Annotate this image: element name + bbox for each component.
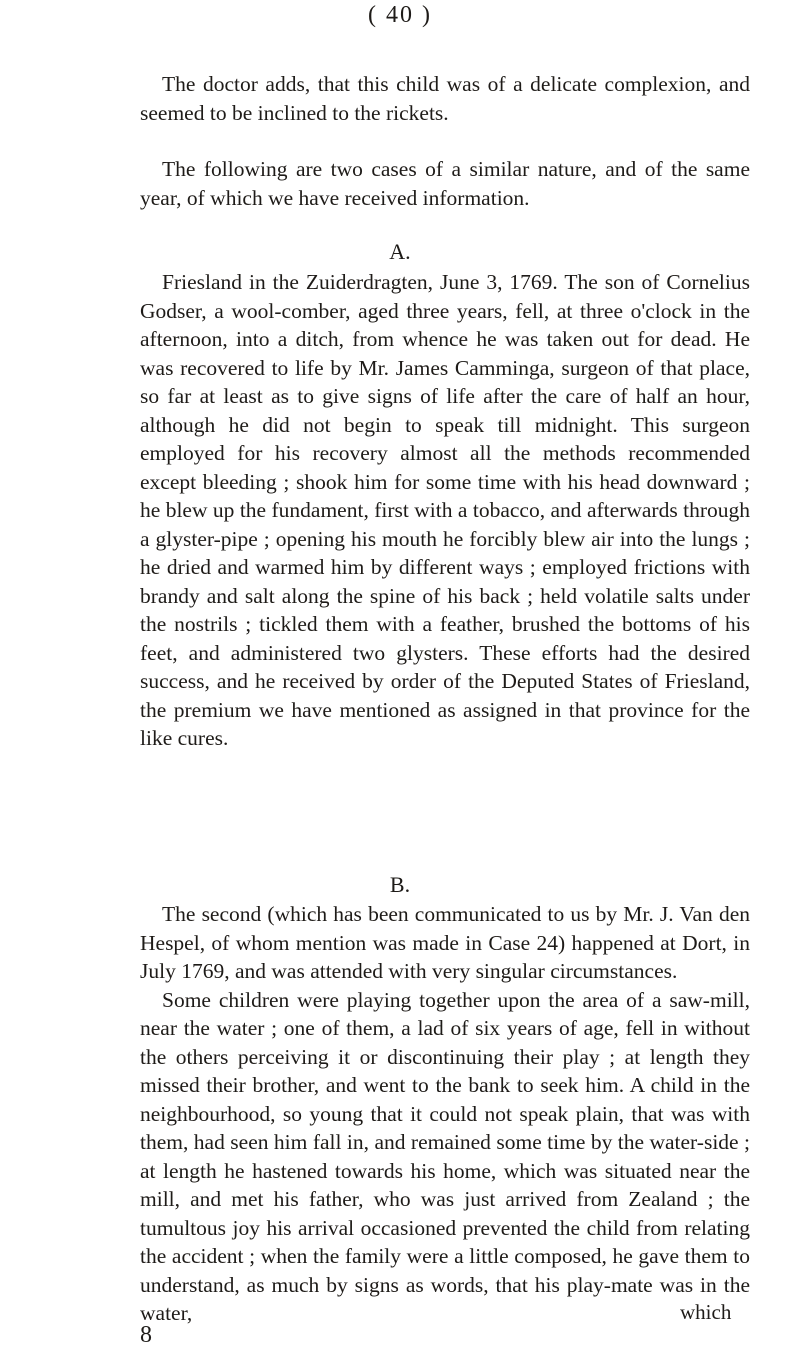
case-b-paragraph <box>140 900 750 1328</box>
case-b-heading: B. <box>389 872 411 897</box>
paragraph-following-text: The following are two cases of a similar nature, and of the same year, of which we have received information. <box>140 157 750 210</box>
case-a-text: Friesland in the Zuiderdragten, June 3, 1769. The son of Cornelius Godser, a wool-comber, aged three years, fell, at three o'clock in the afternoon, into a ditch, from whence he was taken out for dead. He was recovered to life by Mr. James Camminga, surgeon of that place, so far at least as to give signs of life after the care of half an hour, although he did not begin to speak till midnight. This surgeon employed for his recovery almost all the methods recommended except bleeding ; shook him for some time with his head downward ; he blew up the fundament, first with a tobacco, and afterwards through a glyster-pipe ; opening his mouth he forcibly blew air into the lungs ; he dried and warmed him by different ways ; employed frictions with brandy and salt along the spine of his back ; held volatile salts under the nostrils ; tickled them with a feather, brushed the bottoms of his feet, and administered two glysters. These efforts had the desired success, and he received by order of the Deputed States of Friesland, the premium we have mentioned as assigned in that province for the like cures. <box>140 270 750 750</box>
catchword: which <box>680 1300 732 1324</box>
page-number: ( 40 ) <box>368 2 432 28</box>
case-b-text-2: Some children were playing together upon the area of a saw-mill, near the water ; one of them, a lad of six years of age, fell in without the others perceiving it or discontinuing their play ; at length they missed their brother, and went to the bank to seek him. A child in the neighbourhood, so young that it could not speak plain, that was with them, had seen him fall in, and remained some time by the water-side ; at length he hastened towards his home, which was situated near the mill, and met his father, who was just arrived from Zealand ; the tumultous joy his arrival occasioned prevented the child from relating the accident ; when the family were a little composed, he gave them to understand, as much by signs as words, that his play-mate was in the water, <box>140 987 750 1325</box>
signature-mark: 8 <box>140 1322 152 1348</box>
case-a-paragraph <box>140 268 750 753</box>
case-b-text: The second (which has been communicated to us by Mr. J. Van den Hespel, of whom mention was made in Case 24) happened at Dort, in July 1769, and was attended with very singular circumstances. <box>140 902 750 983</box>
paragraph-intro <box>140 70 750 127</box>
paragraph-intro-text: The doctor adds, that this child was of a delicate complexion, and seemed to be inclined to the rickets. <box>140 72 750 125</box>
paragraph-following <box>140 155 750 212</box>
case-a-heading: A. <box>389 239 411 264</box>
